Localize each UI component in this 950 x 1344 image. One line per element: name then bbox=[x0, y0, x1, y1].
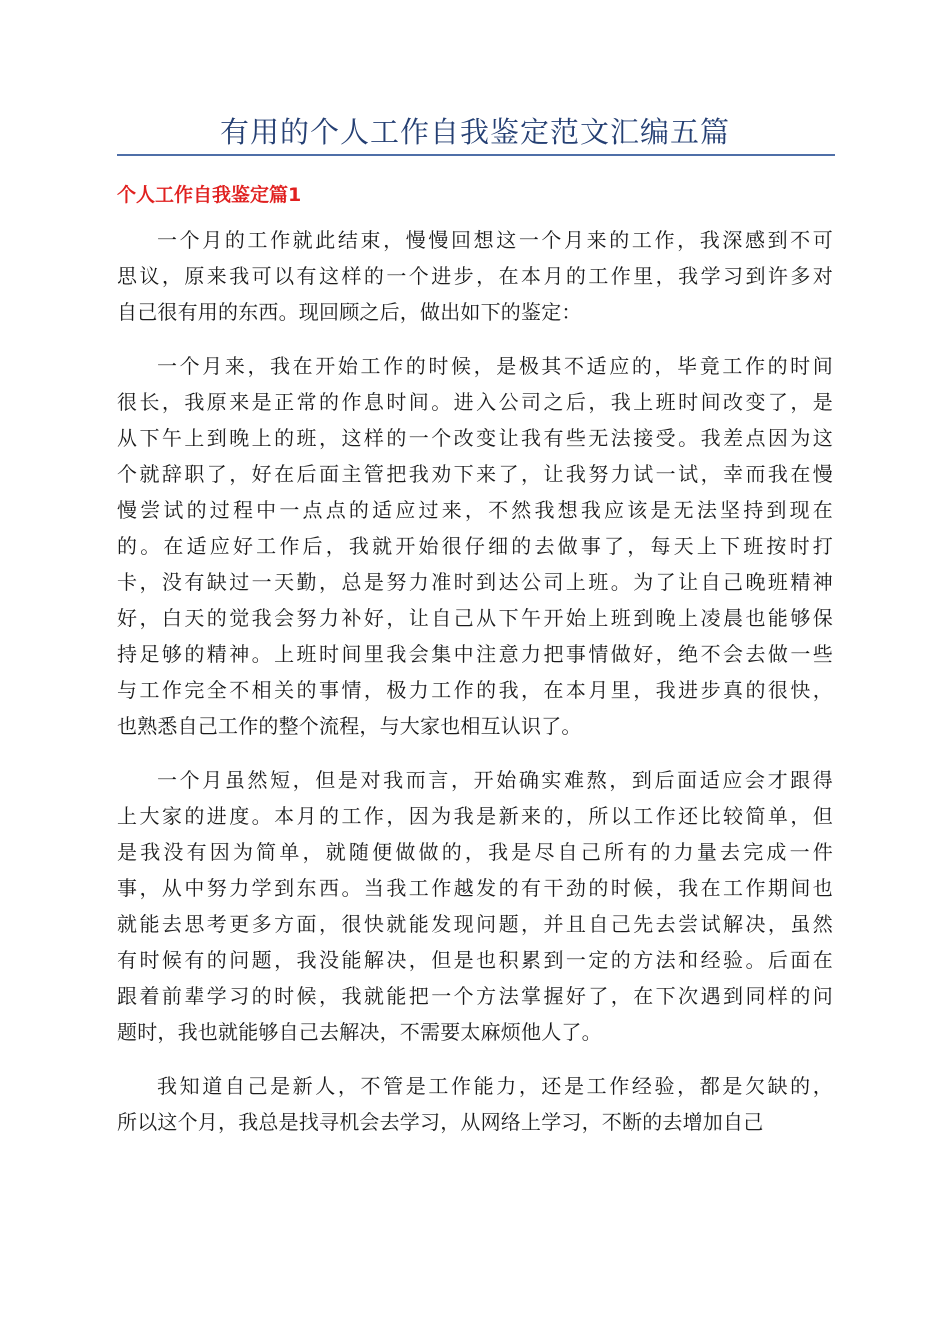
paragraph bbox=[117, 1068, 833, 1140]
paragraph bbox=[117, 348, 833, 744]
paragraph-line: 就能去思考更多方面，很快就能发现问题，并且自己先去尝试解决，虽然 bbox=[117, 912, 833, 936]
paragraph-line: 一个月的工作就此结束，慢慢回想这一个月来的工作，我深感到不可 bbox=[157, 228, 833, 252]
document-title: 有用的个人工作自我鉴定范文汇编五篇 bbox=[219, 115, 730, 149]
paragraph-line: 好，白天的觉我会努力补好，让自己从下午开始上班到晚上凌晨也能够保 bbox=[117, 606, 833, 630]
paragraph-line: 有时候有的问题，我没能解决，但是也积累到一定的方法和经验。后面在 bbox=[117, 948, 833, 972]
paragraph-line: 跟着前辈学习的时候，我就能把一个方法掌握好了，在下次遇到同样的问 bbox=[117, 984, 833, 1008]
paragraph-line: 持足够的精神。上班时间里我会集中注意力把事情做好，绝不会去做一些 bbox=[117, 642, 833, 666]
paragraph bbox=[117, 222, 833, 330]
paragraph-line: 个就辞职了，好在后面主管把我劝下来了，让我努力试一试，幸而我在慢 bbox=[117, 462, 833, 486]
document-body bbox=[117, 222, 833, 1158]
paragraph-line: 是我没有因为简单，就随便做做的，我是尽自己所有的力量去完成一件 bbox=[117, 840, 833, 864]
paragraph-line: 所以这个月，我总是找寻机会去学习，从网络上学习，不断的去增加自己 bbox=[117, 1110, 764, 1134]
paragraph-line: 从下午上到晚上的班，这样的一个改变让我有些无法接受。我差点因为这 bbox=[117, 426, 833, 450]
paragraph-line: 慢尝试的过程中一点点的适应过来，不然我想我应该是无法坚持到现在 bbox=[117, 498, 833, 522]
paragraph-line: 事，从中努力学到东西。当我工作越发的有干劲的时候，我在工作期间也 bbox=[117, 876, 833, 900]
section-heading: 个人工作自我鉴定篇1 bbox=[117, 184, 302, 206]
paragraph-line: 与工作完全不相关的事情，极力工作的我，在本月里，我进步真的很快， bbox=[117, 678, 833, 702]
paragraph-line: 一个月来，我在开始工作的时候，是极其不适应的，毕竟工作的时间 bbox=[157, 354, 833, 378]
paragraph-line: 题时，我也就能够自己去解决，不需要太麻烦他人了。 bbox=[117, 1020, 602, 1044]
paragraph-line: 思议，原来我可以有这样的一个进步，在本月的工作里，我学习到许多对 bbox=[117, 264, 833, 288]
paragraph-line: 一个月虽然短，但是对我而言，开始确实难熬，到后面适应会才跟得 bbox=[157, 768, 833, 792]
paragraph-line: 的。在适应好工作后，我就开始很仔细的去做事了，每天上下班按时打 bbox=[117, 534, 833, 558]
paragraph-line: 很长，我原来是正常的作息时间。进入公司之后，我上班时间改变了，是 bbox=[117, 390, 833, 414]
paragraph bbox=[117, 762, 833, 1050]
paragraph-line: 自己很有用的东西。现回顾之后，做出如下的鉴定： bbox=[117, 300, 582, 324]
paragraph-line: 上大家的进度。本月的工作，因为我是新来的，所以工作还比较简单，但 bbox=[117, 804, 833, 828]
title-underline bbox=[117, 154, 835, 156]
paragraph-line: 卡，没有缺过一天勤，总是努力准时到达公司上班。为了让自己晚班精神 bbox=[117, 570, 833, 594]
paragraph-line: 也熟悉自己工作的整个流程，与大家也相互认识了。 bbox=[117, 714, 582, 738]
paragraph-line: 我知道自己是新人，不管是工作能力，还是工作经验，都是欠缺的， bbox=[157, 1074, 833, 1098]
